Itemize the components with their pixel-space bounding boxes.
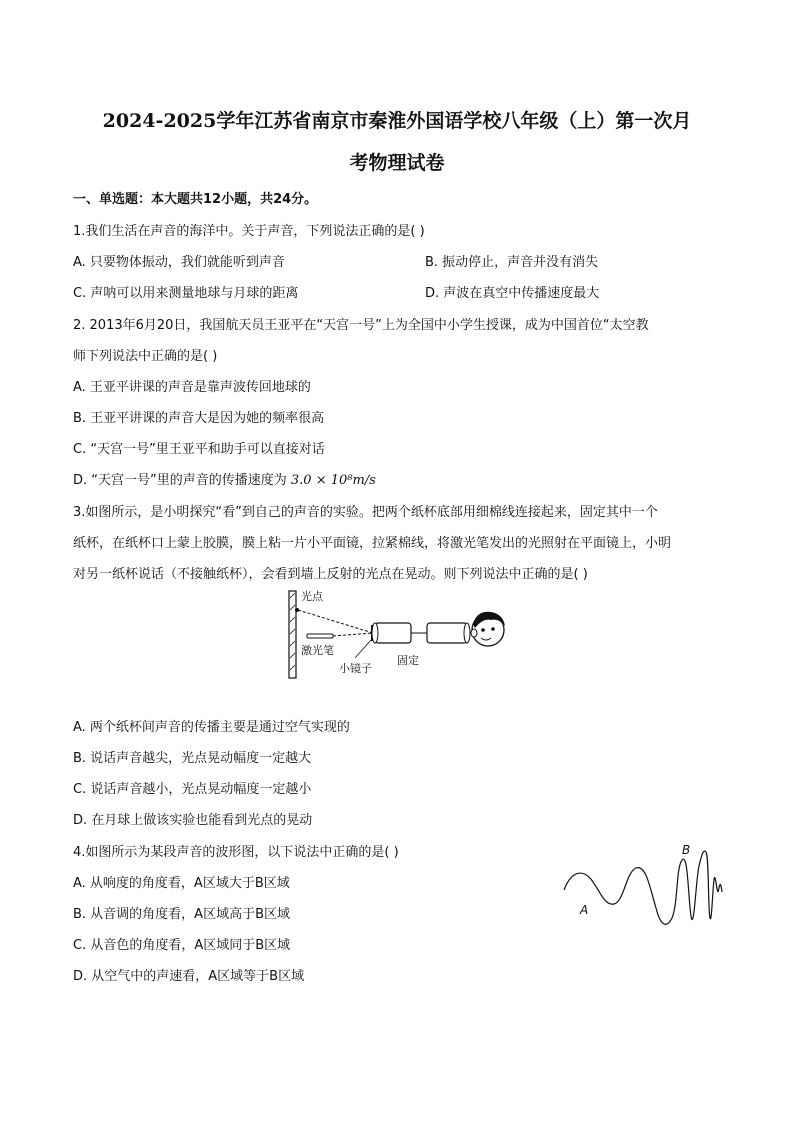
reflected-beam xyxy=(298,610,373,633)
q4-option-a: A. 从响度的角度看，A区域大于B区域 xyxy=(73,876,290,891)
q2-option-b: B. 王亚平讲课的声音大是因为她的频率很高 xyxy=(73,411,325,426)
paper-cup-left xyxy=(375,623,411,643)
laser-pen xyxy=(307,634,333,638)
label-fixed: 固定 xyxy=(397,654,419,667)
q4-option-c: C. 从音色的角度看，A区域同于B区域 xyxy=(73,938,291,953)
label-mirror: 小镜子 xyxy=(339,662,372,675)
q4-waveform-figure xyxy=(560,838,728,948)
q3-option-c: C. 说话声音越小，光点晃动幅度一定越小 xyxy=(73,782,312,797)
mirror-leader-line xyxy=(355,640,371,658)
q2-option-c: C. “天宫一号”里王亚平和助手可以直接对话 xyxy=(73,442,325,457)
q1-option-c: C. 声呐可以用来测量地球与月球的距离 xyxy=(73,286,299,301)
q1-option-row-2 xyxy=(73,282,600,301)
q2-option-d-formula: 3.0 × 10⁸m/s xyxy=(290,473,376,488)
q4-stem: 4.如图所示为某段声音的波形图，以下说法中正确的是( ) xyxy=(73,845,399,860)
q3-stem-line-2: 纸杯，在纸杯口上蒙上胶膜，膜上粘一片小平面镜，拉紧棉线，将激光笔发出的光照射在平面镜上，小明 xyxy=(73,536,672,551)
q1-stem: 1.我们生活在声音的海洋中。关于声音，下列说法正确的是( ) xyxy=(73,224,425,239)
q2-stem-line-2: 师下列说法中正确的是( ) xyxy=(73,349,218,364)
q4-option-b: B. 从音调的角度看，A区域高于B区域 xyxy=(73,907,290,922)
exam-title xyxy=(70,100,724,184)
q2-option-d xyxy=(73,469,376,488)
q3-option-a: A. 两个纸杯间声音的传播主要是通过空气实现的 xyxy=(73,720,350,735)
paper-cup-right xyxy=(427,623,467,643)
q3-option-b: B. 说话声音越尖，光点晃动幅度一定越大 xyxy=(73,751,312,766)
q1-option-row-1 xyxy=(73,251,599,270)
q3-option-d: D. 在月球上做该实验也能看到光点的晃动 xyxy=(73,813,313,828)
q2-stem-line-1: 2. 2013年6月20日，我国航天员王亚平在“天宫一号”上为全国中小学生授课，成为中国首位“太空教 xyxy=(73,318,649,333)
boy-head-icon xyxy=(471,612,505,646)
q3-stem-line-1: 3.如图所示，是小明探究“看”到自己的声音的实验。把两个纸杯底部用细棉线连接起来，固定其中一个 xyxy=(73,505,658,520)
q1-option-d: D. 声波在真空中传播速度最大 xyxy=(425,286,600,301)
region-label-a: A xyxy=(580,903,589,917)
label-light-spot: 光点 xyxy=(301,590,323,603)
section-heading: 一、单选题：本大题共12小题，共24分。 xyxy=(73,192,318,207)
q1-option-a: A. 只要物体振动，我们就能听到声音 xyxy=(73,255,285,270)
label-laser-pen: 激光笔 xyxy=(301,644,334,657)
title-line-2: 考物理试卷 xyxy=(349,152,445,174)
q1-option-b: B. 振动停止，声音并没有消失 xyxy=(425,255,599,270)
q4-option-d: D. 从空气中的声速看，A区域等于B区域 xyxy=(73,969,305,984)
region-label-b: B xyxy=(682,843,691,857)
incident-beam xyxy=(333,633,373,636)
q2-option-a: A. 王亚平讲课的声音是靠声波传回地球的 xyxy=(73,380,311,395)
q3-stem-line-3: 对另一纸杯说话（不接触纸杯），会看到墙上反射的光点在晃动。则下列说法中正确的是( ) xyxy=(73,567,588,582)
q2-option-d-text: D. “天宫一号”里的声音的传播速度为 xyxy=(73,473,287,488)
q3-figure xyxy=(285,588,515,680)
title-line-1: 2024-2025学年江苏省南京市秦淮外国语学校八年级（上）第一次月 xyxy=(102,110,692,132)
